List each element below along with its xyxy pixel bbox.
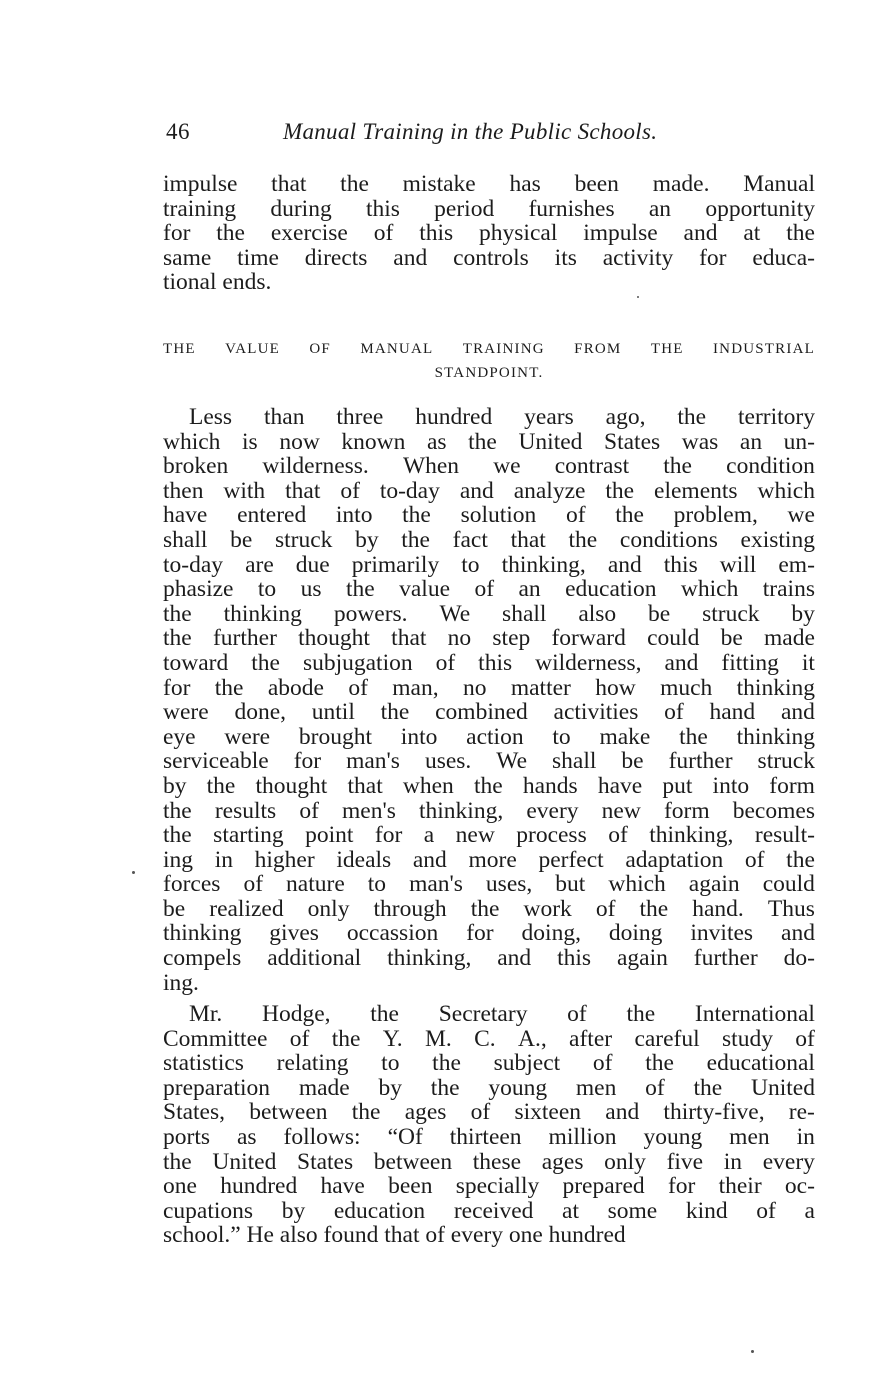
text-line: compels additional thinking, and this again further do- (163, 945, 815, 972)
text-line: States, between the ages of sixteen and thirty-five, re- (163, 1099, 815, 1126)
text-line: serviceable for man's uses. We shall be further struck (163, 748, 815, 775)
text-line: by the thought that when the hands have put into form (163, 772, 815, 799)
text-line: one hundred have been specially prepared for their oc- (163, 1173, 815, 1200)
text-line: the further thought that no step forward could be made (163, 625, 815, 652)
section-heading (163, 337, 815, 385)
page-number: 46 (166, 119, 190, 144)
section-heading-line-1: THE VALUE OF MANUAL TRAINING FROM THE INDUSTRIAL (163, 341, 815, 357)
text-line: the starting point for a new process of thinking, result- (163, 822, 815, 849)
paragraph-1 (163, 405, 815, 995)
text-line: the United States between these ages only five in every (163, 1148, 815, 1175)
text-line: eye were brought into action to make the thinking (163, 723, 815, 750)
print-speck (637, 296, 639, 298)
text-line: shall be struck by the fact that the conditions existing (163, 526, 815, 553)
text-line: Less than three hundred years ago, the territory (189, 404, 815, 430)
text-line: were done, until the combined activities of hand and (163, 699, 815, 726)
text-line: the results of men's thinking, every new form becomes (163, 797, 815, 824)
text-line: be realized only through the work of the hand. Thus (163, 895, 815, 922)
text-line: impulse that the mistake has been made. Manual (163, 171, 815, 197)
text-line: school.” He also found that of every one hundred (163, 1222, 626, 1249)
text-line: which is now known as the United States was an un- (163, 428, 815, 455)
text-line: have entered into the solution of the problem, we (163, 502, 815, 529)
running-head (166, 119, 826, 153)
text-line: thinking gives occassion for doing, doing invites and (163, 920, 815, 947)
text-line: Committee of the Y. M. C. A., after careful study of (163, 1025, 815, 1052)
paragraph-2 (163, 1002, 815, 1248)
text-line: ing in higher ideals and more perfect adaptation of the (163, 846, 815, 873)
text-line: phasize to us the value of an education which trains (163, 576, 815, 603)
text-line: cupations by education received at some kind of a (163, 1197, 815, 1224)
text-line: statistics relating to the subject of the educational (163, 1050, 815, 1077)
text-line: for the exercise of this physical impulse and at the (163, 220, 815, 247)
text-line: toward the subjugation of this wilderness, and fitting it (163, 649, 815, 676)
text-line: same time directs and controls its activity for educa- (163, 244, 815, 271)
text-line: tional ends. (163, 269, 272, 296)
text-line: ports as follows: “Of thirteen million young men in (163, 1123, 815, 1150)
text-line: for the abode of man, no matter how much thinking (163, 674, 815, 701)
print-speck (751, 1350, 754, 1353)
text-line: forces of nature to man's uses, but which again could (163, 871, 815, 898)
text-line: the thinking powers. We shall also be struck by (163, 600, 815, 627)
text-line: training during this period furnishes an opportunity (163, 195, 815, 222)
text-line: then with that of to-day and analyze the elements which (163, 477, 815, 504)
book-title: Manual Training in the Public Schools. (283, 119, 658, 144)
text-line: to-day are due primarily to thinking, and this will em- (163, 551, 815, 578)
continued-paragraph (163, 172, 815, 295)
text-line: Mr. Hodge, the Secretary of the International (189, 1001, 815, 1027)
section-heading-line-2: STANDPOINT. (434, 365, 544, 381)
text-line: broken wilderness. When we contrast the condition (163, 453, 815, 480)
print-speck (132, 871, 135, 874)
text-line: ing. (163, 969, 199, 996)
text-line: preparation made by the young men of the United (163, 1074, 815, 1101)
